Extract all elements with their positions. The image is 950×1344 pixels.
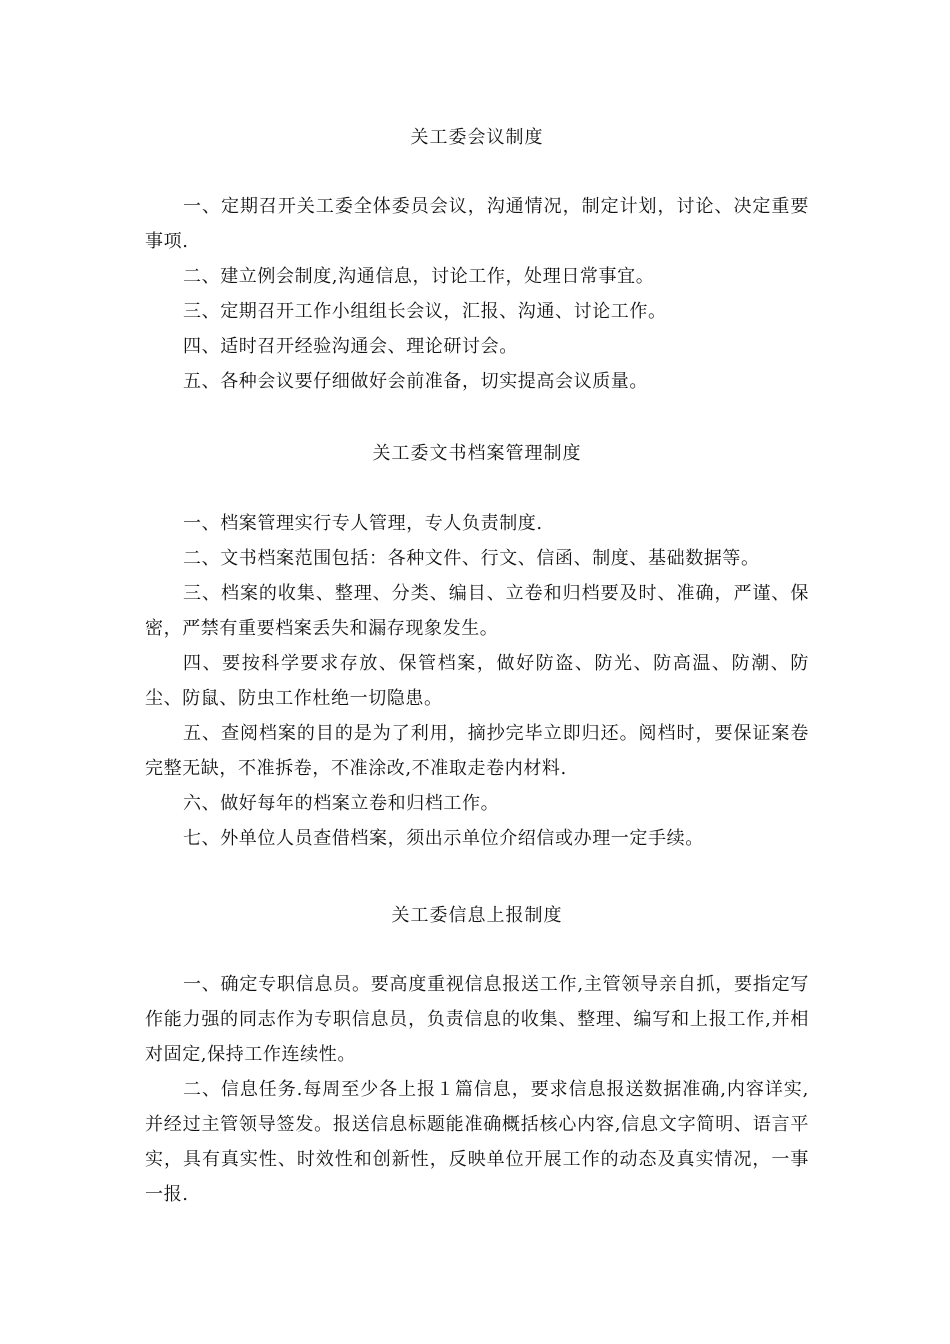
paragraph: 六、做好每年的档案立卷和归档工作。 <box>183 793 500 814</box>
section-body-archive <box>145 506 809 856</box>
paragraph: 五、查阅档案的目的是为了利用，摘抄完毕立即归还。阅档时，要保证案卷完整无缺，不准拆卷，不准涂改,不准取走卷内材料. <box>145 723 809 779</box>
paragraph: 五、各种会议要仔细做好会前准备，切实提高会议质量。 <box>183 371 648 392</box>
paragraph: 二、信息任务.每周至少各上报１篇信息，要求信息报送数据准确,内容详实,并经过主管领导签发。报送信息标题能准确概括核心内容,信息文字简明、语言平实，具有真实性、时效性和创新性，反映单位开展工作的动态及真实情况，一事一报. <box>145 1079 809 1205</box>
section-body-meeting <box>145 189 809 399</box>
paragraph: 三、定期召开工作小组组长会议，汇报、沟通、讨论工作。 <box>183 301 667 322</box>
paragraph: 一、档案管理实行专人管理，专人负责制度. <box>183 513 543 534</box>
paragraph: 一、确定专职信息员。要高度重视信息报送工作,主管领导亲自抓，要指定写作能力强的同志作为专职信息员，负责信息的收集、整理、编写和上报工作,并相对固定,保持工作连续性。 <box>145 974 809 1065</box>
section-title-info-report: 关工委信息上报制度 <box>391 905 563 926</box>
paragraph: 三、档案的收集、整理、分类、编目、立卷和归档要及时、准确，严谨、保密，严禁有重要档案丢失和漏存现象发生。 <box>145 583 809 639</box>
paragraph: 一、定期召开关工委全体委员会议，沟通情况，制定计划，讨论、决定重要事项. <box>145 196 809 252</box>
section-title-meeting: 关工委会议制度 <box>410 127 544 148</box>
paragraph: 七、外单位人员查借档案，须出示单位介绍信或办理一定手续。 <box>183 828 704 849</box>
section-title-archive: 关工委文书档案管理制度 <box>372 443 582 464</box>
paragraph: 四、要按科学要求存放、保管档案，做好防盗、防光、防高温、防潮、防尘、防鼠、防虫工作杜绝一切隐患。 <box>145 653 809 709</box>
paragraph: 四、适时召开经验沟通会、理论研讨会。 <box>183 336 518 357</box>
section-body-info-report <box>145 967 809 1212</box>
paragraph: 二、建立例会制度,沟通信息，讨论工作，处理日常事宜。 <box>183 266 655 287</box>
paragraph: 二、文书档案范围包括：各种文件、行文、信函、制度、基础数据等。 <box>183 548 760 569</box>
